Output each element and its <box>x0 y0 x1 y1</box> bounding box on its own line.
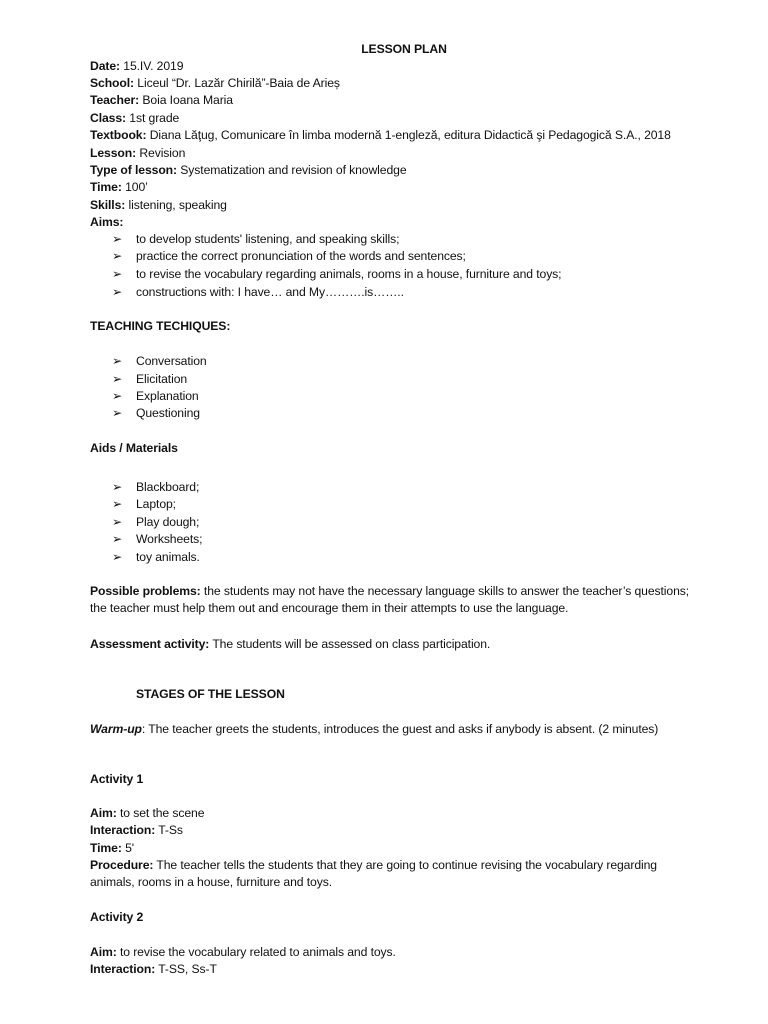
field-value: 1st grade <box>125 111 180 125</box>
bullet-arrow-icon: ➢ <box>112 497 123 511</box>
stages-heading: STAGES OF THE LESSON <box>136 687 285 701</box>
aim-value: to set the scene <box>116 806 205 820</box>
field-school <box>90 75 340 92</box>
field-label: Lesson: <box>90 146 137 160</box>
field-label: School: <box>90 76 134 90</box>
bullet-arrow-icon: ➢ <box>112 372 123 386</box>
warm-up <box>90 721 658 738</box>
activity-2-interaction <box>90 961 217 978</box>
technique-text: Elicitation <box>136 372 188 386</box>
interaction-label: Interaction: <box>90 823 156 837</box>
field-value: Liceul “Dr. Lazăr Chirilă”-Baia de Arieș <box>134 76 340 90</box>
activity-1-interaction <box>90 822 183 839</box>
field-class <box>90 110 179 127</box>
activity-1-heading: Activity 1 <box>90 772 144 786</box>
field-time <box>90 179 148 196</box>
possible-problems-cont: the teacher must help them out and encourage them in their attempts to use the language. <box>90 601 569 615</box>
bullet-arrow-icon: ➢ <box>112 406 123 420</box>
problems-label: Possible problems: <box>90 584 201 598</box>
interaction-label: Interaction: <box>90 962 156 976</box>
field-label: Teacher: <box>90 93 140 107</box>
field-skills <box>90 197 227 214</box>
possible-problems <box>90 583 689 600</box>
time-value: 5' <box>121 841 134 855</box>
interaction-value: T-SS, Ss-T <box>155 962 217 976</box>
bullet-arrow-icon: ➢ <box>112 354 123 368</box>
field-value: 15.IV. 2019 <box>119 59 184 73</box>
bullet-arrow-icon: ➢ <box>112 515 123 529</box>
technique-text: Explanation <box>136 389 199 403</box>
field-label: Textbook: <box>90 128 147 142</box>
assessment-label: Assessment activity: <box>90 637 210 651</box>
procedure-label: Procedure: <box>90 858 154 872</box>
assessment-activity <box>90 636 490 653</box>
aid-text: Blackboard; <box>136 480 200 494</box>
assessment-text: The students will be assessed on class participation. <box>209 637 491 651</box>
field-teacher <box>90 92 233 109</box>
field-textbook <box>90 127 671 144</box>
bullet-arrow-icon: ➢ <box>112 249 123 263</box>
aid-text: Laptop; <box>136 497 176 511</box>
aim-text: to revise the vocabulary regarding animals, rooms in a house, furniture and toys; <box>136 267 562 281</box>
field-value: Boia Ioana Maria <box>139 93 233 107</box>
field-label: Class: <box>90 111 126 125</box>
field-value: Systematization and revision of knowledge <box>176 163 407 177</box>
bullet-arrow-icon: ➢ <box>112 232 123 246</box>
field-lesson <box>90 145 185 162</box>
activity-2-heading: Activity 2 <box>90 910 144 924</box>
aim-text: constructions with: I have… and My……….is…….. <box>136 285 404 299</box>
technique-text: Questioning <box>136 406 200 420</box>
aim-value: to revise the vocabulary related to animals and toys. <box>116 945 396 959</box>
aims-label: Aims: <box>90 215 124 229</box>
field-value: Revision <box>136 146 186 160</box>
bullet-arrow-icon: ➢ <box>112 532 123 546</box>
aid-text: Play dough; <box>136 515 200 529</box>
aim-text: practice the correct pronunciation of the words and sentences; <box>136 249 466 263</box>
field-type-of-lesson <box>90 162 407 179</box>
page-title: LESSON PLAN <box>361 42 447 56</box>
field-label: Time: <box>90 180 122 194</box>
field-date <box>90 58 183 75</box>
aim-label: Aim: <box>90 945 117 959</box>
bullet-arrow-icon: ➢ <box>112 389 123 403</box>
activity-1-time <box>90 840 134 857</box>
aids-heading: Aids / Materials <box>90 441 178 455</box>
interaction-value: T-Ss <box>155 823 183 837</box>
problems-text: the students may not have the necessary language skills to answer the teacher’s questions; <box>200 584 690 598</box>
warmup-label: Warm-up <box>90 722 142 736</box>
technique-text: Conversation <box>136 354 207 368</box>
field-value: 100’ <box>121 180 148 194</box>
activity-1-aim <box>90 805 204 822</box>
activity-1-procedure <box>90 857 657 874</box>
bullet-arrow-icon: ➢ <box>112 480 123 494</box>
aim-label: Aim: <box>90 806 117 820</box>
bullet-arrow-icon: ➢ <box>112 267 123 281</box>
field-label: Type of lesson: <box>90 163 177 177</box>
field-label: Skills: <box>90 198 126 212</box>
bullet-arrow-icon: ➢ <box>112 285 123 299</box>
activity-2-aim <box>90 944 396 961</box>
bullet-arrow-icon: ➢ <box>112 550 123 564</box>
field-label: Date: <box>90 59 120 73</box>
aid-text: Worksheets; <box>136 532 203 546</box>
aim-text: to develop students' listening, and speaking skills; <box>136 232 400 246</box>
warmup-text: : The teacher greets the students, introduces the guest and asks if anybody is absent. (2 minutes) <box>141 722 659 736</box>
field-value: Diana Lăţug, Comunicare în limba modernă 1-engleză, editura Didactică şi Pedagogică S.A., 2018 <box>146 128 671 142</box>
field-value: listening, speaking <box>125 198 227 212</box>
procedure-value: The teacher tells the students that they are going to continue revising the vocabulary regarding <box>153 858 657 872</box>
time-label: Time: <box>90 841 122 855</box>
aid-text: toy animals. <box>136 550 200 564</box>
techniques-heading: TEACHING TECHIQUES: <box>90 319 231 333</box>
activity-1-procedure-cont: animals, rooms in a house, furniture and toys. <box>90 875 332 889</box>
